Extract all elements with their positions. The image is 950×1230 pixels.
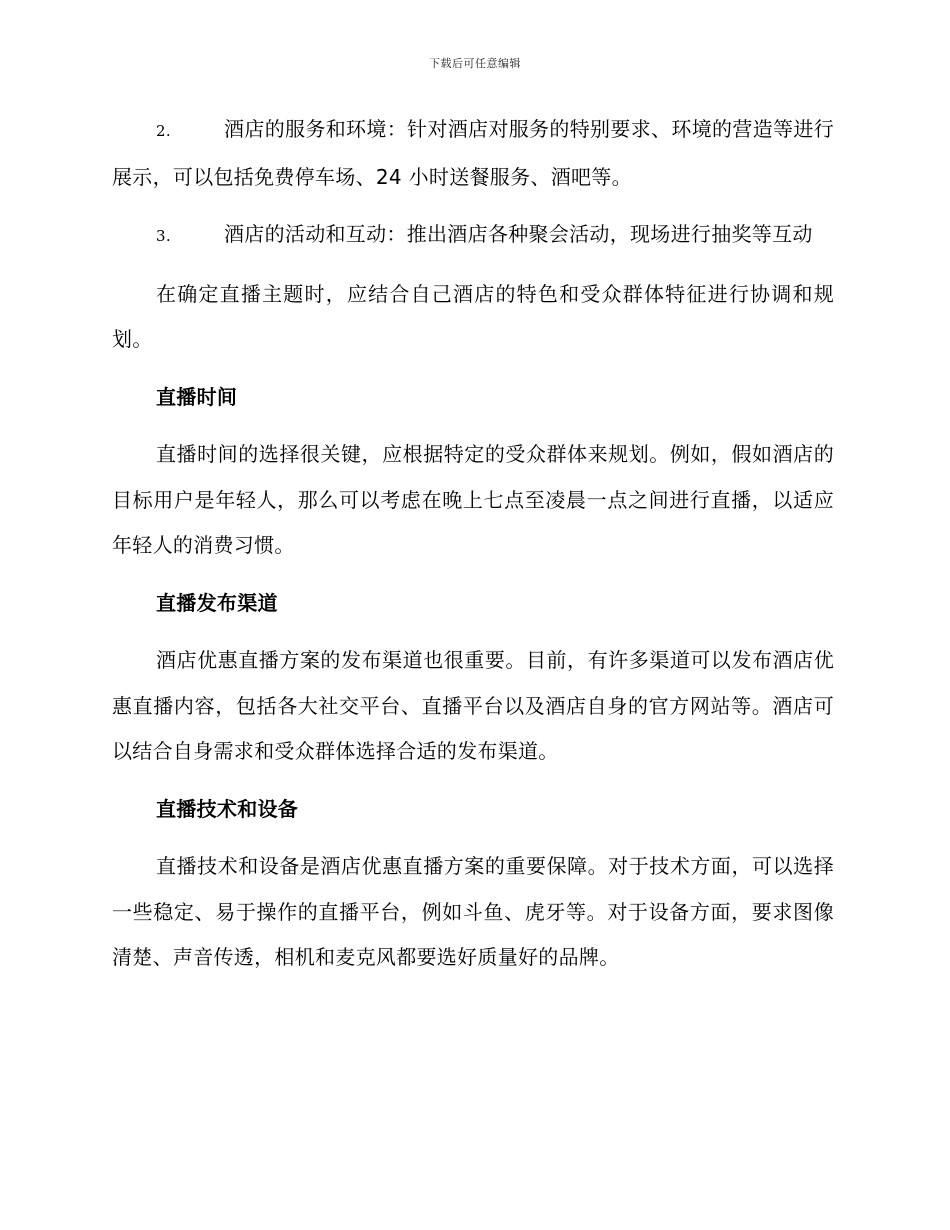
theme-summary-paragraph: 在确定直播主题时，应结合自己酒店的特色和受众群体特征进行协调和规划。 bbox=[112, 281, 834, 351]
list-item-2 bbox=[112, 107, 834, 200]
list-item-text: 酒店的服务和环境：针对酒店对服务的特别要求、环境的营造等进行展示，可以包括免费停车场、24 小时送餐服务、酒吧等。 bbox=[112, 117, 834, 189]
list-item-3 bbox=[112, 212, 834, 260]
list-item-number: 2. bbox=[156, 122, 171, 140]
list-item-text: 酒店的活动和互动：推出酒店各种聚会活动，现场进行抽奖等互动 bbox=[224, 222, 813, 246]
section-paragraph-tech: 直播技术和设备是酒店优惠直播方案的重要保障。对于技术方面，可以选择一些稳定、易于操作的直播平台，例如斗鱼、虎牙等。对于设备方面，要求图像清楚、声音传透，相机和麦克风都要选好质量好的品牌。 bbox=[112, 854, 834, 969]
section-heading-channels: 直播发布渠道 bbox=[156, 590, 278, 615]
section-heading-time: 直播时间 bbox=[156, 384, 238, 409]
document-body bbox=[112, 107, 834, 993]
section-paragraph-time: 直播时间的选择很关键，应根据特定的受众群体来规划。例如，假如酒店的目标用户是年轻人，那么可以考虑在晚上七点至凌晨一点之间进行直播，以适应年轻人的消费习惯。 bbox=[112, 442, 834, 557]
section-heading-tech: 直播技术和设备 bbox=[156, 796, 299, 821]
section-paragraph-channels: 酒店优惠直播方案的发布渠道也很重要。目前，有许多渠道可以发布酒店优惠直播内容，包括各大社交平台、直播平台以及酒店自身的官方网站等。酒店可以结合自身需求和受众群体选择合适的发布渠道。 bbox=[112, 648, 834, 763]
header-note: 下载后可任意编辑 bbox=[429, 57, 521, 70]
list-item-number: 3. bbox=[156, 227, 171, 245]
